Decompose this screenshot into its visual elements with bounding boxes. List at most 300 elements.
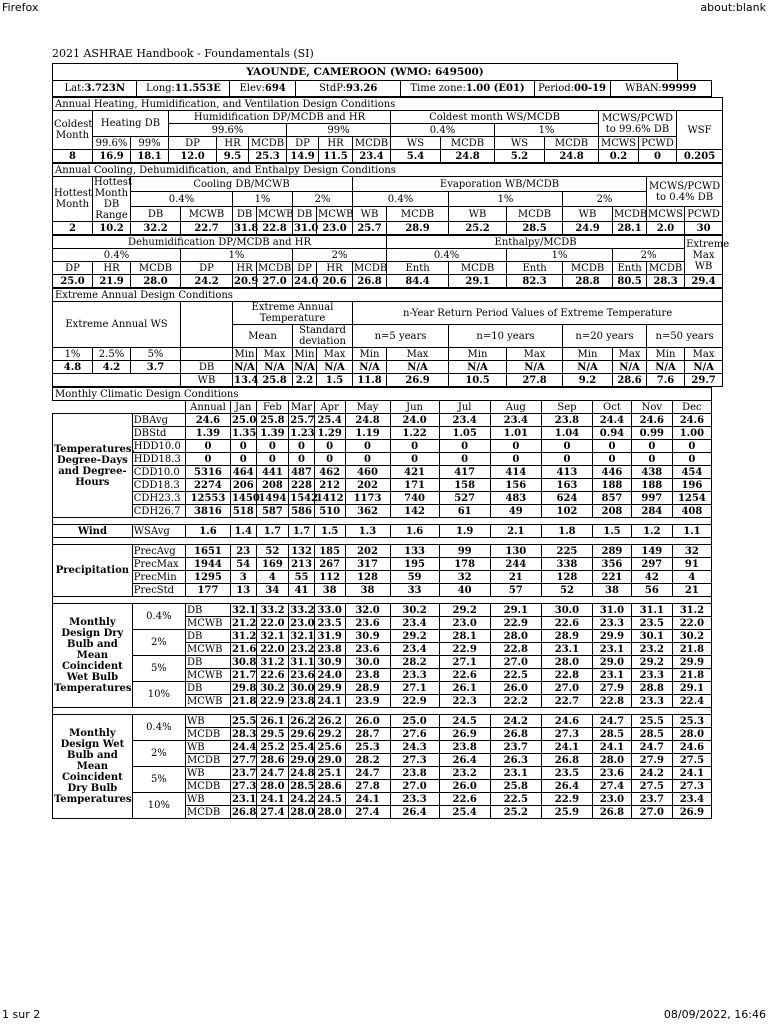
cooling-value: 22.7 [181, 222, 233, 235]
wind-value: 1.8 [541, 525, 592, 538]
month-header: Sep [541, 401, 592, 414]
wetbulb-percentile: 0.4% [132, 715, 185, 741]
wetbulb-percentile: 2% [132, 741, 185, 767]
wetbulb-value: 27.4 [593, 780, 632, 793]
temperature-value: 0 [256, 440, 289, 453]
temperature-value: 1254 [672, 492, 711, 505]
wetbulb-value: 24.8 [290, 767, 315, 779]
wetbulb-value: 28.6 [256, 754, 289, 767]
extreme-temp-header: Extreme Annual Temperature [233, 302, 353, 325]
drybulb-value: 23.4 [390, 617, 439, 630]
temperature-row-label: DBStd [132, 427, 185, 440]
temperature-value: 156 [490, 479, 541, 492]
precipitation-value: 213 [289, 558, 315, 571]
temperature-value: 0 [314, 453, 345, 466]
dehum-value: 25.0 [53, 275, 93, 288]
heating-table [52, 97, 723, 163]
wetbulb-value: 28.5 [631, 728, 672, 741]
drybulb-value: 30.0 [290, 682, 315, 694]
cooling-value: 28.5 [507, 222, 563, 235]
temperature-row-label: CDD18.3 [132, 479, 185, 492]
precipitation-value: 21 [490, 571, 541, 584]
cooling-value: 10.2 [93, 222, 131, 235]
wetbulb-row-label: MCDB [185, 806, 230, 819]
wetbulb-value: 28.0 [256, 780, 289, 793]
drybulb-percentile: 10% [132, 682, 185, 708]
drybulb-row-label: MCWB [185, 669, 230, 682]
temperature-value: 188 [631, 479, 672, 492]
drybulb-value: 27.0 [490, 656, 541, 669]
dehum-subheader: Enth [387, 262, 449, 275]
hottest-range-header: Hottest Month DB Range [94, 177, 132, 221]
drybulb-value: 33.0 [314, 604, 345, 617]
temperature-value: 12553 [185, 492, 230, 505]
precipitation-value: 99 [439, 545, 490, 558]
drybulb-value: 23.3 [631, 695, 672, 708]
wetbulb-value: 26.3 [490, 754, 541, 767]
drybulb-value: 31.2 [231, 630, 257, 642]
temperature-value: 0 [345, 453, 390, 466]
extreme-value: N/A [387, 361, 449, 374]
drybulb-value: 22.9 [439, 643, 490, 656]
temperature-value: 23.4 [439, 414, 490, 427]
heating-value: 12.0 [169, 150, 217, 163]
temperature-value: 413 [541, 466, 592, 479]
cool-04: 0.4% [131, 192, 233, 207]
drybulb-value: 31.0 [593, 604, 632, 617]
temperature-value: 462 [314, 466, 345, 479]
drybulb-value: 32.0 [345, 604, 390, 617]
dehum-value: 27.0 [257, 275, 293, 288]
precipitation-value: 1295 [185, 571, 230, 584]
heatdb-99: 99% [131, 137, 169, 150]
dehum-value: 24.2 [181, 275, 233, 288]
temperature-value: 0 [185, 453, 230, 466]
drybulb-value: 23.9 [345, 695, 390, 708]
wetbulb-value: 24.1 [541, 741, 592, 754]
temperature-value: 0 [390, 453, 439, 466]
temperature-value: 102 [541, 505, 592, 518]
drybulb-value: 29.9 [593, 630, 632, 643]
wetbulb-value: 26.8 [231, 806, 257, 818]
temperature-value: 1.39 [256, 427, 289, 440]
drybulb-row-label: MCWB [185, 643, 230, 656]
drybulb-value: 24.1 [314, 695, 345, 708]
wetbulb-value: 26.4 [439, 754, 490, 767]
precipitation-value: 13 [230, 584, 256, 597]
dehum-value: 82.3 [507, 275, 563, 288]
wind-value: 1.5 [593, 525, 632, 538]
wetbulb-value: 26.4 [541, 780, 592, 793]
cooling-subheader: MCWB [181, 207, 233, 222]
temperature-value: 0 [390, 440, 439, 453]
precipitation-value: 52 [256, 545, 289, 558]
wetbulb-percentile: 10% [132, 793, 185, 819]
heating-value: 25.3 [249, 150, 287, 163]
temperature-row-label: HDD18.3 [132, 453, 185, 466]
drybulb-value: 22.9 [256, 695, 289, 708]
precipitation-value: 56 [631, 584, 672, 597]
document-title: 2021 ASHRAE Handbook - Foundamentals (SI) [52, 47, 314, 60]
drybulb-value: 22.3 [439, 695, 490, 708]
heating-value: 0.2 [599, 150, 639, 163]
wetbulb-value: 28.0 [314, 806, 345, 819]
drybulb-value: 31.1 [290, 656, 315, 668]
longitude: Long:11.553E [137, 81, 230, 97]
precipitation-row-label: PrecStd [132, 584, 185, 597]
drybulb-value: 22.5 [490, 669, 541, 682]
evaporation-header: Evaporation WB/MCDB [353, 177, 647, 192]
wetbulb-value: 22.9 [541, 793, 592, 806]
temperature-value: 1542 [290, 492, 319, 504]
precipitation-value: 178 [439, 558, 490, 571]
wetbulb-value: 27.5 [631, 780, 672, 793]
wind-value: 1.9 [439, 525, 490, 538]
drybulb-value: 30.2 [672, 630, 711, 643]
drybulb-value: 30.2 [390, 604, 439, 617]
monthly-section-title: Monthly Climatic Design Conditions [53, 388, 712, 401]
cooling-value: 25.7 [353, 222, 387, 235]
period: Period:00-19 [534, 81, 610, 97]
temperature-value: 142 [390, 505, 439, 518]
wetbulb-value: 26.9 [672, 806, 711, 819]
dehum-1: 1% [181, 249, 293, 262]
browser-url[interactable]: about:blank [700, 1, 766, 14]
temperature-row-label: CDH26.7 [132, 505, 185, 518]
drybulb-value: 23.1 [541, 643, 592, 656]
wetbulb-value: 28.6 [314, 780, 345, 793]
station-name: YAOUNDE, CAMEROON (WMO: 649500) [52, 63, 678, 80]
drybulb-value: 30.0 [345, 656, 390, 669]
temperature-value: 0 [345, 440, 390, 453]
enth-2: 2% [613, 249, 685, 262]
wetbulb-value: 25.8 [490, 780, 541, 793]
temperature-value: 2274 [185, 479, 230, 492]
group-separator [53, 597, 712, 604]
temperature-value: 1.05 [439, 427, 490, 440]
std-pressure: StdP:93.26 [295, 81, 401, 97]
extreme-minmax-header: Max [387, 348, 449, 361]
mean-header: Mean [233, 325, 293, 348]
temperature-value: 0 [672, 440, 711, 453]
design-conditions-sheet [52, 45, 730, 819]
temperature-value: 61 [439, 505, 490, 518]
wetbulb-value: 26.1 [256, 715, 289, 728]
coldest-month-header: Coldest Month [53, 111, 93, 150]
heating-value: 5.4 [391, 150, 441, 163]
wetbulb-percentile: 5% [132, 767, 185, 793]
temperature-value: 24.6 [672, 414, 711, 427]
dehum-subheader: DP [293, 262, 317, 275]
temperature-value: 1.22 [390, 427, 439, 440]
drybulb-value: 23.8 [290, 695, 315, 707]
dehum-subheader: DP [53, 262, 93, 275]
heating-subheader: MCDB [249, 137, 287, 150]
temperature-value: 24.0 [390, 414, 439, 427]
precipitation-value: 38 [593, 584, 632, 597]
temperature-value: 24.6 [185, 414, 230, 427]
drybulb-value: 23.8 [314, 643, 345, 656]
wetbulb-value: 27.3 [541, 728, 592, 741]
drybulb-value: 27.1 [439, 656, 490, 669]
temperature-value: 158 [439, 479, 490, 492]
cooling-subheader: WB [563, 207, 613, 222]
drybulb-row-label: DB [185, 682, 230, 695]
temperature-value: 1.35 [231, 427, 257, 439]
precipitation-value: 1651 [185, 545, 230, 558]
extreme-value: N/A [613, 361, 647, 374]
wetbulb-value: 24.4 [231, 741, 257, 753]
cooling-subheader: MCWB [258, 208, 294, 220]
heating-value: 0.205 [677, 150, 723, 163]
temperature-value: 0 [490, 453, 541, 466]
mcws-04-header: MCWS/PCWD to 0.4% DB [647, 177, 723, 207]
hottest-month-header: Hottest Month [53, 177, 93, 222]
wetbulb-value: 24.6 [672, 741, 711, 754]
precipitation-value: 57 [490, 584, 541, 597]
temperature-value: 1.19 [345, 427, 390, 440]
precipitation-value: 32 [439, 571, 490, 584]
wetbulb-value: 27.4 [345, 806, 390, 819]
heating-value: 24.8 [441, 150, 495, 163]
temperature-value: 997 [631, 492, 672, 505]
precipitation-value: 42 [631, 571, 672, 584]
precipitation-label: Precipitation [53, 545, 133, 597]
temperature-value: 518 [230, 505, 256, 518]
temperature-value: 1.23 [290, 427, 315, 439]
drybulb-value: 30.8 [231, 656, 257, 668]
temperature-value: 0 [314, 440, 345, 453]
wetbulb-value: 24.2 [490, 715, 541, 728]
cooling-subheader: MCWB [318, 208, 354, 220]
drybulb-value: 31.9 [314, 630, 345, 643]
wetbulb-value: 24.1 [345, 793, 390, 806]
wetbulb-value: 23.7 [231, 767, 257, 779]
dehum-subheader: HR [233, 262, 257, 275]
temperature-value: 446 [593, 466, 632, 479]
wetbulb-value: 26.0 [439, 780, 490, 793]
dehum-subheader: HR [93, 262, 131, 275]
drybulb-value: 23.8 [345, 669, 390, 682]
temperature-row-label: DBAvg [132, 414, 185, 427]
cooling-subheader: MCDB [507, 207, 563, 222]
wetbulb-value: 27.3 [672, 780, 711, 793]
drybulb-value: 21.8 [672, 669, 711, 682]
page-counter: 1 sur 2 [2, 1008, 41, 1021]
temperature-value: 0 [541, 453, 592, 466]
precipitation-value: 225 [541, 545, 592, 558]
wetbulb-value: 26.9 [439, 728, 490, 741]
enth-1: 1% [507, 249, 613, 262]
wetbulb-value: 28.5 [290, 780, 315, 792]
wetbulb-value: 27.0 [631, 806, 672, 819]
heating-subheader: WS [391, 137, 441, 150]
wetbulb-value: 24.3 [390, 741, 439, 754]
month-header: Jan [230, 401, 256, 414]
drybulb-value: 22.8 [593, 695, 632, 708]
temperature-value: 0 [230, 440, 256, 453]
wind-value: 1.6 [390, 525, 439, 538]
wind-value: 1.1 [672, 525, 711, 538]
temperature-value: 5316 [185, 466, 230, 479]
precipitation-value: 33 [390, 584, 439, 597]
extreme-minmax-header: Max [507, 348, 563, 361]
wetbulb-value: 28.0 [593, 754, 632, 767]
dehum-subheader: MCDB [354, 262, 388, 274]
cooling-subheader: WB [449, 207, 507, 222]
extreme-ws-value: 3.7 [131, 361, 181, 374]
wetbulb-value: 24.7 [256, 767, 289, 780]
drybulb-value: 31.1 [631, 604, 672, 617]
cooling-value: 31.0 [294, 222, 319, 234]
extreme-value: N/A [449, 361, 507, 374]
cooling-subheader: PCWD [685, 207, 723, 222]
heating-subheader: MCWS [599, 137, 639, 150]
drybulb-value: 27.9 [593, 682, 632, 695]
wetbulb-value: 25.3 [345, 741, 390, 754]
wetbulb-value: 23.3 [390, 793, 439, 806]
precipitation-value: 59 [390, 571, 439, 584]
temperature-value: 23.4 [490, 414, 541, 427]
dehum-value: 28.3 [647, 275, 685, 288]
wetbulb-value: 28.0 [290, 806, 315, 818]
dehumidification-table [52, 235, 730, 288]
extreme-value: N/A [317, 361, 353, 374]
extreme-minmax-header: Min [647, 348, 685, 361]
group-separator [53, 518, 712, 525]
wetbulb-value: 26.2 [314, 715, 345, 728]
extreme-value: N/A [647, 361, 685, 374]
precipitation-value: 54 [230, 558, 256, 571]
wetbulb-value: 24.6 [541, 715, 592, 728]
temperature-row-label: CDH23.3 [132, 492, 185, 505]
month-header: Aug [490, 401, 541, 414]
wetbulb-value: 22.5 [490, 793, 541, 806]
temperature-row-label: CDD10.0 [132, 466, 185, 479]
temperature-value: 206 [230, 479, 256, 492]
drybulb-row-label: MCWB [185, 617, 230, 630]
wetbulb-value: 26.2 [290, 715, 315, 727]
wetbulb-value: 25.5 [231, 715, 257, 727]
month-header: Feb [256, 401, 289, 414]
wetbulb-value: 25.0 [390, 715, 439, 728]
extreme-row-label: WB [181, 374, 233, 387]
wetbulb-value: 22.6 [439, 793, 490, 806]
dehum-value: 20.9 [234, 275, 259, 287]
dehum-value: 21.9 [93, 275, 131, 288]
wetbulb-value: 23.5 [541, 767, 592, 780]
heating-subheader: PCWD [639, 137, 677, 150]
extreme-value: 11.8 [353, 374, 387, 387]
wetbulb-value: 27.3 [390, 754, 439, 767]
wetbulb-value: 24.7 [593, 715, 632, 728]
extreme-ws-value: 4.8 [53, 361, 93, 374]
drybulb-row-label: MCWB [185, 695, 230, 708]
drybulb-value: 23.6 [345, 643, 390, 656]
heating-subheader: DP [287, 137, 319, 150]
drybulb-value: 28.9 [541, 630, 592, 643]
temperature-value: 857 [593, 492, 632, 505]
wetbulb-value: 25.2 [256, 741, 289, 754]
cooling-section-title: Annual Cooling, Dehumidification, and Enthalpy Design Conditions [53, 164, 723, 177]
temperature-value: 414 [490, 466, 541, 479]
drybulb-value: 22.6 [256, 669, 289, 682]
drybulb-value: 22.9 [490, 617, 541, 630]
extreme-minmax-header: Max [685, 348, 723, 361]
drybulb-value: 22.0 [256, 617, 289, 630]
drybulb-value: 23.3 [593, 617, 632, 630]
precipitation-value: 21 [672, 584, 711, 597]
extreme-value: 1.5 [317, 374, 353, 387]
precipitation-value: 40 [439, 584, 490, 597]
month-header: Annual [185, 401, 230, 414]
temperature-value: 0 [490, 440, 541, 453]
cooling-value: 32.2 [131, 222, 181, 235]
wetbulb-value: 24.1 [256, 793, 289, 806]
wetbulb-value: 24.5 [314, 793, 345, 806]
mcws-996-header: MCWS/PCWD to 99.6% DB [599, 111, 677, 137]
heating-section-title: Annual Heating, Humidification, and Ventilation Design Conditions [53, 98, 723, 111]
drybulb-value: 32.1 [290, 630, 315, 642]
temperature-value: 1.04 [541, 427, 592, 440]
dehum-subheader: Enth [613, 262, 647, 275]
temperature-value: 0 [593, 440, 632, 453]
extreme-value: N/A [294, 361, 315, 373]
drybulb-value: 29.9 [314, 682, 345, 695]
heating-value: 8 [53, 150, 93, 163]
temperature-value: 740 [390, 492, 439, 505]
temperature-value: 25.7 [290, 414, 315, 426]
drybulb-value: 23.1 [593, 669, 632, 682]
wetbulb-value: 26.8 [541, 754, 592, 767]
temperature-value: 212 [314, 479, 345, 492]
drybulb-percentile: 0.4% [132, 604, 185, 630]
cool-1: 1% [233, 192, 293, 207]
heating-value: 5.2 [495, 150, 545, 163]
precipitation-row-label: PrecMin [132, 571, 185, 584]
precipitation-value: 133 [390, 545, 439, 558]
dehum-value: 26.8 [353, 275, 387, 288]
drybulb-value: 23.5 [314, 617, 345, 630]
enth-04: 0.4% [387, 249, 507, 262]
wetbulb-value: 24.7 [345, 767, 390, 780]
temperature-value: 1.00 [672, 427, 711, 440]
precipitation-value: 338 [541, 558, 592, 571]
drybulb-value: 26.1 [439, 682, 490, 695]
heating-subheader: DP [169, 137, 217, 150]
temperature-value: 3816 [185, 505, 230, 518]
drybulb-percentile: 2% [132, 630, 185, 656]
drybulb-value: 29.8 [231, 682, 257, 694]
print-footer [0, 1008, 768, 1024]
wetbulb-value: 24.2 [290, 793, 315, 805]
wind-value: 2.1 [490, 525, 541, 538]
extreme-value: 26.9 [387, 374, 449, 387]
precipitation-value: 169 [256, 558, 289, 571]
temperature-label: Temperatures, Degree-Days and Degree-Hours [53, 414, 133, 518]
drybulb-value: 22.6 [541, 617, 592, 630]
drybulb-row-label: DB [185, 630, 230, 643]
cooling-value: 24.9 [563, 222, 613, 235]
drybulb-value: 27.0 [541, 682, 592, 695]
temperature-value: 0.99 [631, 427, 672, 440]
wetbulb-value: 28.3 [231, 728, 257, 740]
dehum-value: 28.0 [131, 275, 181, 288]
cooling-value: 22.8 [257, 222, 293, 235]
extreme-minmax-header: Min [449, 348, 507, 361]
temperature-value: 441 [256, 466, 289, 479]
extreme-minmax-header: Min [353, 348, 387, 361]
